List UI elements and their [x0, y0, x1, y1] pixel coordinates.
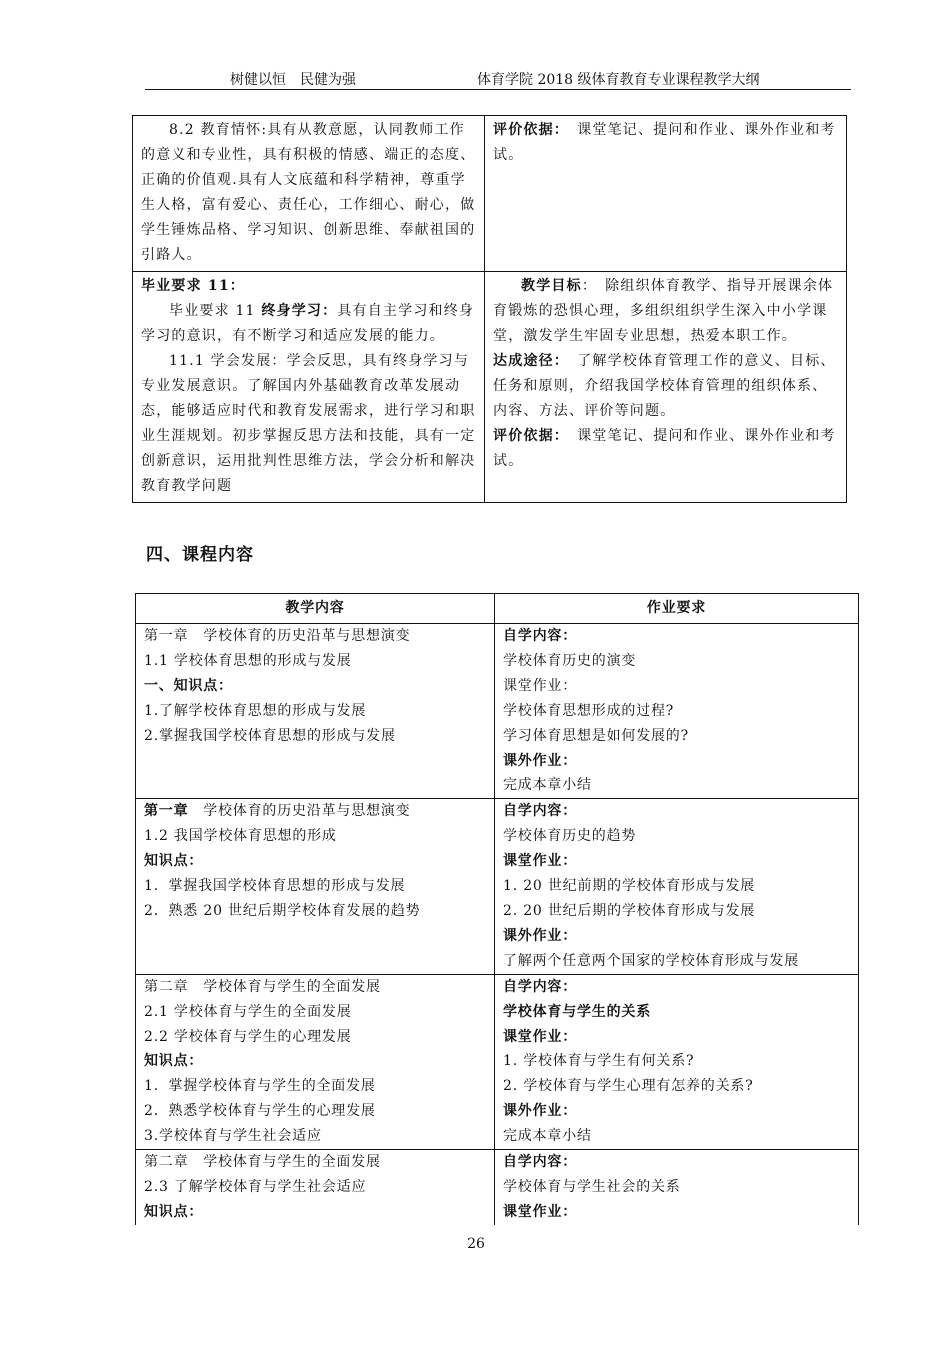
line-text: 第二章 学校体育与学生的全面发展: [144, 1154, 381, 1171]
line-text: 2.掌握我国学校体育思想的形成与发展: [144, 727, 396, 744]
evaluation-basis-label: 评价依据：: [493, 428, 562, 444]
requirement-11-title: 毕业要求 11：: [141, 278, 245, 294]
content-line: [144, 1000, 486, 1025]
assignment-line: [503, 674, 850, 699]
teaching-content-cell: [136, 974, 495, 1149]
content-line: [144, 724, 486, 749]
content-line: [144, 874, 486, 899]
content-line: [144, 1150, 486, 1175]
teaching-goal-colon: ：: [581, 278, 591, 294]
content-line: [144, 649, 486, 674]
line-text: 3.学校体育与学生社会适应: [144, 1128, 322, 1145]
requirement-11-prefix: 毕业要求 11: [169, 303, 262, 319]
evaluation-basis-text: 课堂笔记、提问和作业、课外作业和考试。: [493, 122, 836, 163]
line-text: 2. 学校体育与学生心理有怎养的关系?: [503, 1078, 754, 1095]
content-line: [144, 824, 486, 849]
assignment-cell: [495, 974, 859, 1149]
teaching-goal-text: 除组织体育教学、指导开展课余体育锻炼的恐惧心理，多组织组织学生深入中小学课堂，激发学生牢固专业思想，热爱本职工作。: [493, 278, 834, 344]
objectives-cell-right: [485, 116, 847, 272]
header-divider: [145, 89, 851, 90]
line-text: 学校体育历史的演变: [503, 652, 637, 669]
section-heading: 四、课程内容: [146, 545, 254, 565]
line-text: 2.1 学校体育与学生的全面发展: [144, 1003, 352, 1020]
line-text: 第一章 学校体育的历史沿革与思想演变: [144, 628, 411, 644]
line-text: 学校体育思想形成的过程?: [503, 702, 675, 719]
assignment-line: [503, 1074, 850, 1099]
assignment-cell: [495, 1150, 859, 1225]
assignment-line: [503, 1124, 850, 1149]
page-number: 26: [467, 1236, 485, 1252]
objectives-cell-left: [133, 116, 485, 272]
line-text: 学校体育历史的趋势: [503, 828, 637, 845]
requirement-11-body: 具有自主学习和终身学习的意识，有不断学习和适应发展的能力。: [141, 303, 475, 344]
line-text: 2．熟悉学校体育与学生的心理发展: [144, 1103, 376, 1120]
evaluation-basis-paragraph: [493, 424, 839, 474]
evaluation-basis-label: 评价依据：: [493, 122, 562, 138]
header-motto: 树健以恒 民健为强: [230, 72, 356, 88]
line-text: 2．熟悉 20 世纪后期学校体育发展的趋势: [144, 902, 421, 919]
objectives-row-11: [133, 272, 847, 503]
assignment-line: [503, 699, 850, 724]
requirement-11-1-text: 11.1 学会发展：学会反思，具有终身学习与专业发展意识。了解国内外基础教育改革发展动态，能够适应时代和教育发展需求，进行学习和职业生涯规划。初步掌握反思方法和技能，具有一定创新意识，运用批判性思维方法，学会分析和解决教育教学问题: [141, 353, 476, 494]
lifelong-learning-label: 终身学习：: [261, 303, 338, 319]
line-text: 学校体育与学生社会的关系: [503, 1178, 681, 1195]
line-text: 1.1 学校体育思想的形成与发展: [144, 652, 352, 669]
assignment-line: [503, 1025, 850, 1050]
line-text: 2. 20 世纪后期的学校体育形成与发展: [503, 902, 756, 919]
line-text: 课堂作业：: [503, 1203, 577, 1220]
objectives-cell-right: [485, 272, 847, 503]
line-text: 知识点：: [144, 853, 204, 870]
content-row: [136, 974, 859, 1149]
line-text: 自学内容：: [503, 1154, 577, 1171]
objectives-cell-left: [133, 272, 485, 503]
content-line: [144, 899, 486, 924]
line-text: 课堂作业：: [503, 1028, 577, 1045]
line-text: 第一章: [144, 803, 189, 820]
assignment-line: [503, 1049, 850, 1074]
content-line: [144, 1074, 486, 1099]
line-text: 课堂作业：: [503, 853, 577, 870]
assignment-line: [503, 1000, 850, 1025]
content-row: [136, 799, 859, 974]
content-line: [144, 1124, 486, 1149]
line-text: 了解两个任意两个国家的学校体育形成与发展: [503, 952, 799, 969]
line-text: 2.2 学校体育与学生的心理发展: [144, 1028, 352, 1045]
assignment-line: [503, 1150, 850, 1175]
assignment-line: [503, 799, 850, 824]
content-line: [144, 1200, 486, 1225]
achievement-path-text: 了解学校体育管理工作的意义、目标、任务和原则，介绍我国学校体育管理的组织体系、内容、方法、评价等问题。: [493, 353, 836, 419]
content-line: [144, 624, 486, 649]
line-text: 自学内容：: [503, 628, 577, 644]
assignment-line: [503, 899, 850, 924]
line-text: 课外作业：: [503, 1103, 577, 1120]
content-row: [136, 624, 859, 799]
assignment-line: [503, 749, 850, 774]
content-line: [144, 699, 486, 724]
assignment-line: [503, 773, 850, 798]
requirement-11-text: [141, 299, 477, 349]
objectives-table: [132, 115, 847, 503]
line-text: 知识点：: [144, 1203, 204, 1220]
achievement-path-label: 达成途径：: [493, 353, 562, 369]
teaching-content-cell: [136, 799, 495, 974]
line-text: 课外作业：: [503, 927, 577, 944]
line-text: 知识点：: [144, 1053, 204, 1070]
line-suffix: 学校体育的历史沿革与思想演变: [188, 803, 411, 820]
course-content-table: [135, 593, 859, 1225]
content-line: [144, 674, 486, 699]
line-text: 1.2 我国学校体育思想的形成: [144, 828, 337, 845]
line-text: 学校体育与学生的关系: [503, 1003, 651, 1020]
line-text: 自学内容：: [503, 803, 577, 820]
line-text: 第二章 学校体育与学生的全面发展: [144, 978, 381, 995]
line-text: 1.了解学校体育思想的形成与发展: [144, 702, 367, 719]
assignment-line: [503, 1099, 850, 1124]
content-table-body: [136, 624, 859, 1225]
assignment-line: [503, 924, 850, 949]
assignment-line: [503, 824, 850, 849]
line-text: 完成本章小结: [503, 1128, 592, 1145]
assignment-line: [503, 1200, 850, 1225]
content-line: [144, 799, 486, 824]
teaching-goal-paragraph: [493, 274, 839, 349]
assignment-line: [503, 724, 850, 749]
evaluation-basis-text: 课堂笔记、提问和作业、课外作业和考试。: [493, 428, 836, 469]
teaching-content-cell: [136, 1150, 495, 1225]
line-text: 1．掌握我国学校体育思想的形成与发展: [144, 878, 406, 895]
assignment-line: [503, 874, 850, 899]
content-line: [144, 849, 486, 874]
assignment-cell: [495, 624, 859, 799]
requirement-8-2-text: 8.2 教育情怀:具有从教意愿，认同教师工作的意义和专业性，具有积极的情感、端正的态度、正确的价值观.具有人文底蕴和科学精神，尊重学生人格，富有爱心、责任心，工作细心、耐心，做学生锤炼品格、学习知识、创新思维、奉献祖国的引路人。: [141, 122, 476, 263]
line-text: 完成本章小结: [503, 777, 592, 794]
assignment-cell: [495, 799, 859, 974]
line-text: 1．掌握学校体育与学生的全面发展: [144, 1078, 376, 1095]
assignment-line: [503, 949, 850, 974]
header-document-title: 体育学院 2018 级体育教育专业课程教学大纲: [477, 72, 760, 88]
assignment-line: [503, 975, 850, 1000]
assignment-line: [503, 624, 850, 649]
line-text: 课外作业：: [503, 752, 577, 769]
line-text: 学习体育思想是如何发展的?: [503, 727, 689, 744]
assignment-line: [503, 649, 850, 674]
line-text: 课堂作业：: [503, 677, 577, 694]
evaluation-basis-paragraph: [493, 118, 839, 168]
assignment-requirements-header: 作业要求: [495, 594, 859, 624]
line-text: 1. 20 世纪前期的学校体育形成与发展: [503, 878, 756, 895]
achievement-path-paragraph: [493, 349, 839, 424]
teaching-content-cell: [136, 624, 495, 799]
content-line: [144, 1025, 486, 1050]
content-row: [136, 1150, 859, 1225]
line-text: 1. 学校体育与学生有何关系?: [503, 1053, 695, 1070]
content-line: [144, 1049, 486, 1074]
content-line: [144, 1175, 486, 1200]
teaching-goal-label: 教学目标: [521, 278, 582, 294]
line-text: 自学内容：: [503, 978, 577, 995]
line-text: 一、知识点：: [144, 677, 233, 694]
content-table-header: [136, 594, 859, 624]
assignment-line: [503, 849, 850, 874]
teaching-content-header: 教学内容: [136, 594, 495, 624]
content-line: [144, 1099, 486, 1124]
line-text: 2.3 了解学校体育与学生社会适应: [144, 1178, 367, 1195]
assignment-line: [503, 1175, 850, 1200]
content-line: [144, 975, 486, 1000]
objectives-row-8-2: [133, 116, 847, 272]
